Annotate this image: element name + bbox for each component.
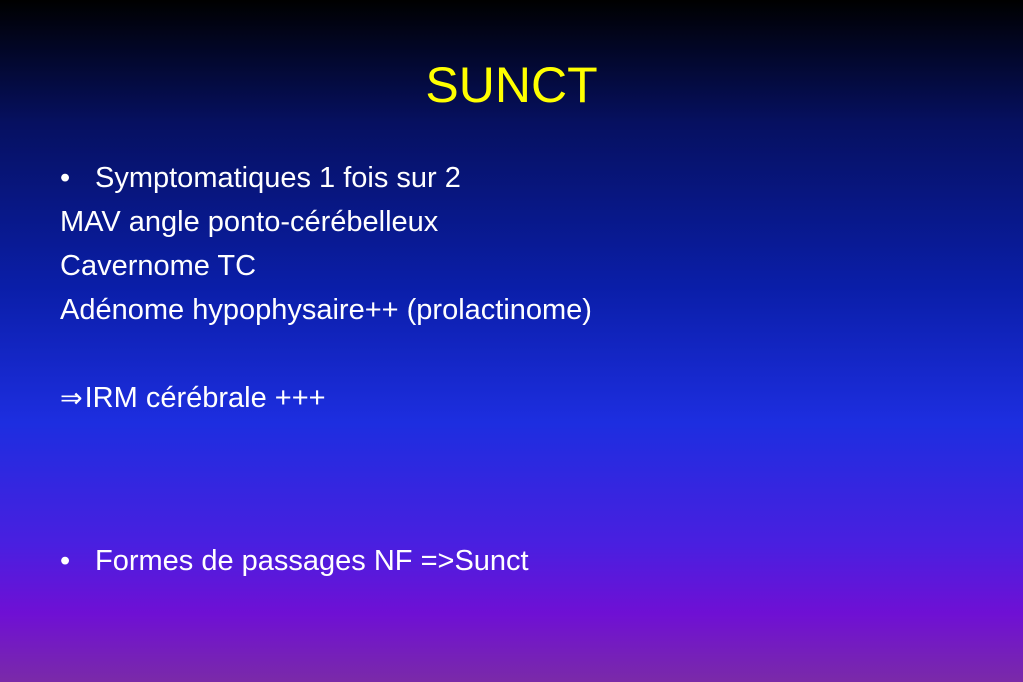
slide-title: SUNCT [425,57,598,113]
content-block-2 [60,539,529,583]
implies-arrow-icon: ⇒ [60,383,83,414]
bullet-text-2: Formes de passages NF =>Sunct [95,545,529,577]
detail-line-1: MAV angle ponto-cérébelleux [60,206,439,238]
bullet-item-2 [60,539,529,583]
detail-line-3: Adénome hypophysaire++ (prolactinome) [60,294,592,326]
spacer [60,332,592,376]
detail-line-2: Cavernome TC [60,250,257,282]
bullet-icon: • [60,545,71,577]
content-block-1 [60,156,592,421]
conclusion-text: IRM cérébrale +++ [84,382,326,414]
conclusion-line [60,376,592,421]
bullet-icon: • [60,162,71,194]
bullet-item-1 [60,156,592,200]
bullet-text-1: Symptomatiques 1 fois sur 2 [95,162,461,194]
